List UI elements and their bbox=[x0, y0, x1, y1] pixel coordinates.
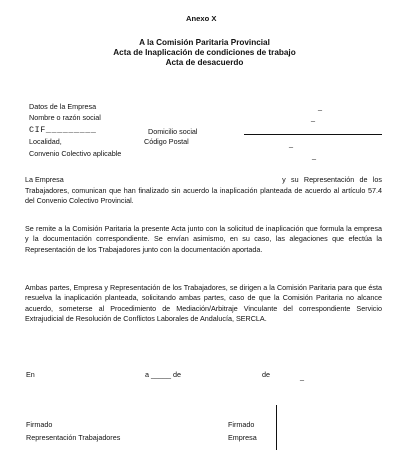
firma-empresa-firmado: Firmado bbox=[228, 420, 255, 429]
datos-heading-blank[interactable]: _ bbox=[318, 102, 322, 111]
codigo-postal-label: Código Postal bbox=[144, 137, 189, 146]
firma-trabajadores-label: Representación Trabajadores bbox=[26, 433, 121, 442]
fecha-de-label: de bbox=[262, 370, 270, 379]
paragraph-1-line1-rest: y su Representación de los bbox=[282, 175, 382, 184]
datos-heading: Datos de la Empresa bbox=[29, 102, 97, 111]
convenio-label: Convenio Colectivo aplicable bbox=[29, 149, 122, 158]
localidad-label: Localidad, bbox=[29, 137, 62, 146]
convenio-blank[interactable]: _ bbox=[312, 151, 316, 160]
firma-trabajadores-firmado: Firmado bbox=[26, 420, 53, 429]
document-title-recipient: A la Comisión Paritaria Provincial bbox=[139, 38, 270, 47]
domicilio-label: Domicilio social bbox=[148, 127, 198, 136]
document-title: Acta de Inaplicación de condiciones de trabajo bbox=[113, 48, 296, 57]
paragraph-1-body: Trabajadores, comunican que han finalizado sin acuerdo la inaplicación planteada de acuerdo al artículo 57.4 del Convenio Colectivo Provincial. bbox=[25, 185, 382, 205]
signature-divider bbox=[276, 405, 277, 450]
firma-empresa-label: Empresa bbox=[228, 433, 257, 442]
fecha-year-blank[interactable]: _ bbox=[300, 372, 304, 381]
fecha-dia-field[interactable]: a _____ de bbox=[145, 370, 181, 379]
codigo-postal-blank[interactable]: _ bbox=[289, 139, 293, 148]
paragraph-2: Se remite a la Comisión Paritaria la presente Acta junto con la solicitud de inaplicación que formula la empresa y la documentación correspondiente. Se envían asimismo, en su caso, las alegaciones que efectúa la Representación de los Trabajadores junto con la documentación aportada. bbox=[25, 224, 382, 254]
nombre-blank[interactable]: _ bbox=[311, 113, 315, 122]
cif-field[interactable]: CIF_________ bbox=[29, 125, 97, 135]
document-subtitle: Acta de desacuerdo bbox=[165, 58, 244, 67]
paragraph-3: Ambas partes, Empresa y Representación de los Trabajadores, se dirigen a la Comisión Paritaria para que ésta resuelva la inaplicación planteada, solicitando ambas partes, caso de que la Comisión Paritaria no alcance acuerdo, someterse al Procedimiento de Mediación/Arbitraje Vinculante del correspondiente Servicio Extrajudicial de Resolución de Conflictos Laborales de Andalucía, SERCLA. bbox=[25, 283, 382, 323]
nombre-label: Nombre o razón social bbox=[29, 113, 101, 122]
paragraph-1-start: La Empresa bbox=[25, 175, 64, 184]
fecha-en-label: En bbox=[26, 370, 35, 379]
annex-label: Anexo X bbox=[186, 14, 217, 23]
domicilio-line[interactable] bbox=[244, 134, 382, 135]
